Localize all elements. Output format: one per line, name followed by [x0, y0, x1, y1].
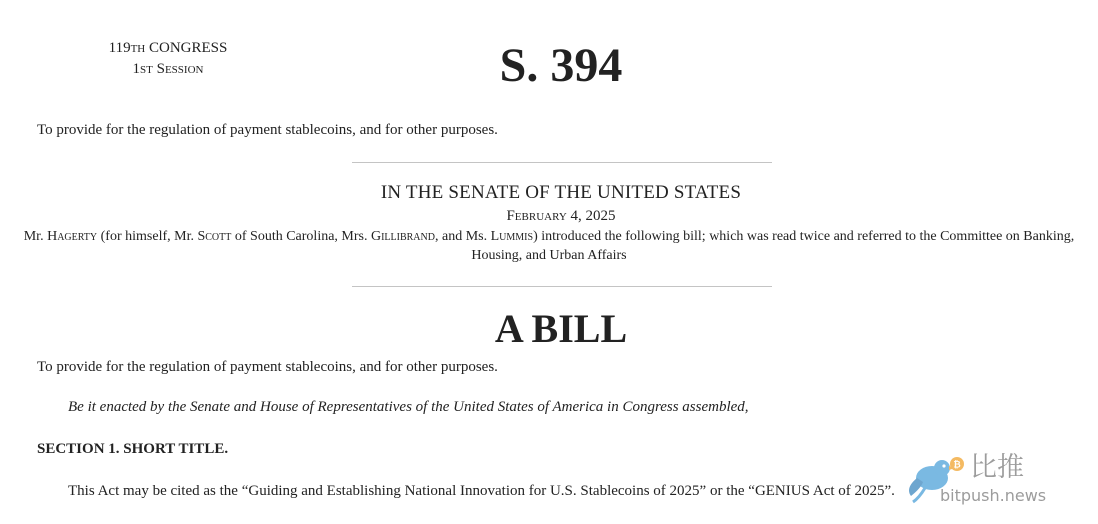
action-text-3: , and Ms. — [434, 229, 491, 244]
introduction-date: February 4, 2025 — [506, 208, 616, 224]
chamber-heading: IN THE SENATE OF THE UNITED STATES — [380, 182, 742, 203]
cosponsor-lummis: Lummis — [490, 229, 534, 244]
session-line — [96, 59, 240, 80]
watermark-domain: bitpush.news — [940, 486, 1047, 505]
sponsor-prefix: Mr. — [23, 229, 48, 244]
cosponsor-gillibrand: Gillibrand — [370, 229, 435, 244]
watermark-chinese: 比推 — [970, 452, 1024, 483]
enacting-clause: Be it enacted by the Senate and House of Representatives of the United States of America in Congress assembled, — [68, 399, 749, 415]
divider-bottom — [352, 286, 772, 287]
action-text-1: (for himself, Mr. — [97, 229, 198, 244]
divider-top — [352, 162, 772, 163]
session-number: 1 — [132, 61, 141, 77]
bill-title: A BILL — [494, 306, 628, 351]
congress-suffix: th — [130, 40, 146, 56]
congress-line — [96, 38, 240, 59]
bill-number: S. 394 — [499, 39, 623, 92]
action-text-4: ) introduced the following bill; which was read twice and referred to the Committee on Banking, Housing, and Urban Affairs — [471, 229, 1075, 263]
sponsor-name: Hagerty — [47, 229, 98, 244]
congress-session-block — [96, 38, 240, 80]
congress-word: CONGRESS — [149, 40, 228, 56]
action-text-2: of South Carolina, Mrs. — [231, 229, 371, 244]
purpose-long-title: To provide for the regulation of payment stablecoins, and for other purposes. — [37, 359, 498, 375]
svg-text:₿: ₿ — [953, 460, 961, 471]
section-text: This Act may be cited as the “Guiding and Establishing National Innovation for U.S. Stablecoins of 2025” or the “GENIUS Act of 2025”. — [68, 483, 895, 499]
purpose-summary: To provide for the regulation of payment stablecoins, and for other purposes. — [37, 122, 498, 138]
cosponsor-scott: Scott — [197, 229, 232, 244]
action-statement — [12, 227, 1086, 265]
session-suffix: st — [140, 61, 153, 77]
session-word: Session — [156, 61, 204, 77]
congress-number: 119 — [108, 40, 131, 56]
section-heading: SECTION 1. SHORT TITLE. — [37, 441, 229, 457]
